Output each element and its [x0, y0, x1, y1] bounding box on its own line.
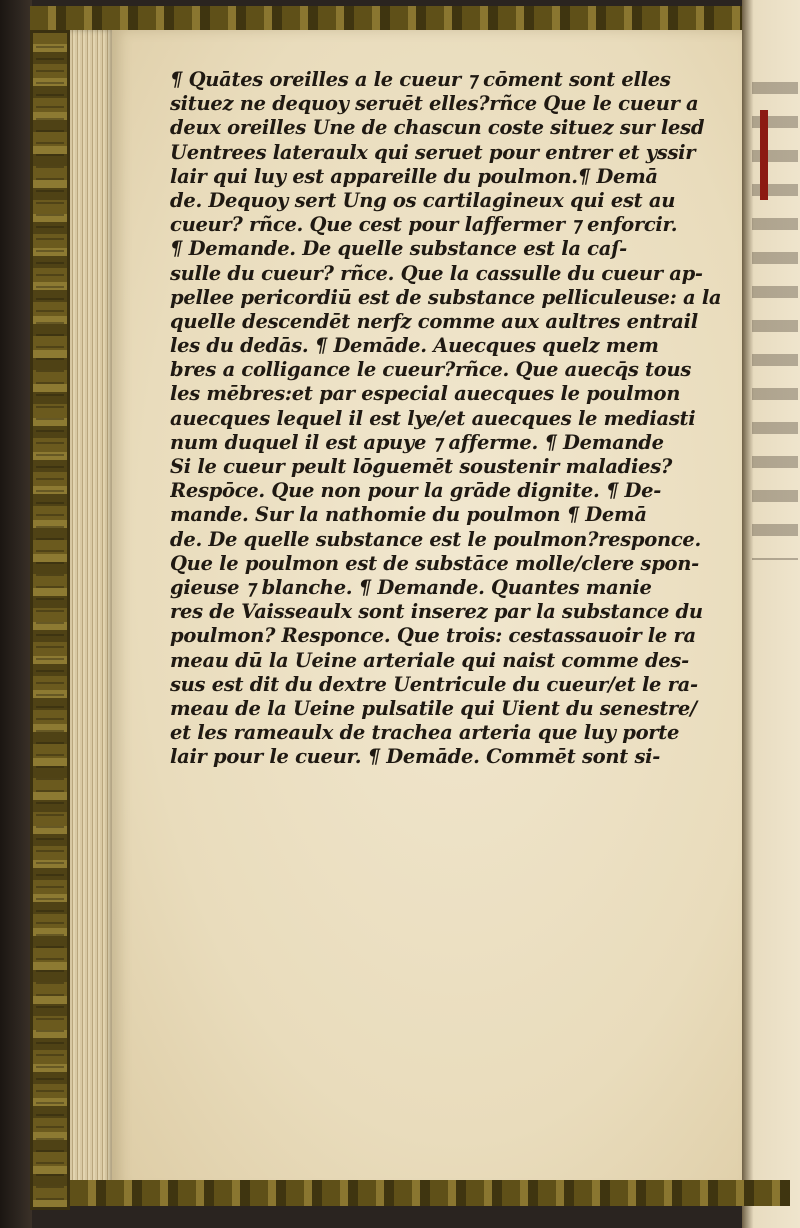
- text-line: situez ne dequoy seruēt elles?rñce Que le cueur a: [170, 92, 699, 116]
- text-line: Si le cueur peult lōguemēt soustenir maladies?: [170, 455, 673, 478]
- text-line: deux oreilles Une de chascun coste situez sur lesd: [170, 116, 705, 140]
- text-line: les du dedās. ¶ Demāde. Auecques quelz mem: [170, 334, 659, 358]
- text-line: auecques lequel il est lye/et auecques le mediasti: [170, 406, 696, 430]
- text-line: cueur? rñce. Que cest pour laffermer ⁊ enforcir.: [170, 213, 678, 237]
- text-block: [170, 68, 736, 769]
- text-line: quelle descendēt nerfz comme aux aultres entrail: [170, 309, 698, 333]
- text-line: meau dū la Ueine arteriale qui naist comme des-: [170, 648, 689, 672]
- text-line: Que le poulmon est de substāce molle/clere spon-: [170, 551, 699, 575]
- text-line: Uentrees lateraulx qui seruet pour entrer et yssir: [170, 140, 696, 164]
- rubric-mark: [760, 110, 768, 200]
- text-line: ¶ Demande. De quelle substance est la caſ-: [170, 237, 627, 261]
- text-line: les mēbres:et par especial auecques le poulmon: [170, 382, 681, 406]
- text-line: sus est dit du dextre Uentricule du cueur/et le ra-: [170, 672, 698, 696]
- text-line: pellee pericordiū est de substance pelliculeuse: a la: [170, 285, 722, 309]
- text-line: meau de la Ueine pulsatile qui Uient du senestre/: [170, 696, 697, 720]
- text-line: lair qui luy est appareille du poulmon.¶ Demā: [170, 164, 658, 188]
- text-line: de. De quelle substance est le poulmon?responce.: [170, 527, 702, 551]
- text-line: sulle du cueur? rñce. Que la cassulle du cueur ap-: [170, 261, 703, 285]
- decorative-border-top: [30, 6, 790, 32]
- page-stack-edges: [70, 30, 114, 1190]
- text-line: et les rameaulx de trachea arteria que luy porte: [170, 721, 680, 745]
- decorative-border-left: [30, 30, 70, 1210]
- decorative-border-bottom: [70, 1180, 790, 1206]
- text-line: bres a colligance le cueur?rñce. Que auecq̄s tous: [170, 358, 691, 382]
- text-line: Respōce. Que non pour la grāde dignite. ¶ De-: [170, 479, 662, 503]
- text-line: ¶ Quātes oreilles a le cueur ⁊ cōment sont elles: [170, 68, 671, 91]
- text-line: de. Dequoy sert Ung os cartilagineux qui est au: [170, 188, 676, 212]
- text-line: lair pour le cueur. ¶ Demāde. Commēt sont si-: [170, 745, 661, 769]
- text-line: poulmon? Responce. Que trois: cestassauoir le ra: [170, 624, 696, 648]
- book-binding: [0, 0, 32, 1228]
- text-line: mande. Sur la nathomie du poulmon ¶ Demā: [170, 503, 647, 527]
- text-line: res de Vaisseaulx sont inserez par la substance du: [170, 600, 703, 624]
- facing-page-text: [752, 60, 798, 560]
- text-line: gieuse ⁊ blanche. ¶ Demande. Quantes manie: [170, 575, 652, 599]
- text-line: num duquel il est apuye ⁊ afferme. ¶ Demande: [170, 430, 664, 454]
